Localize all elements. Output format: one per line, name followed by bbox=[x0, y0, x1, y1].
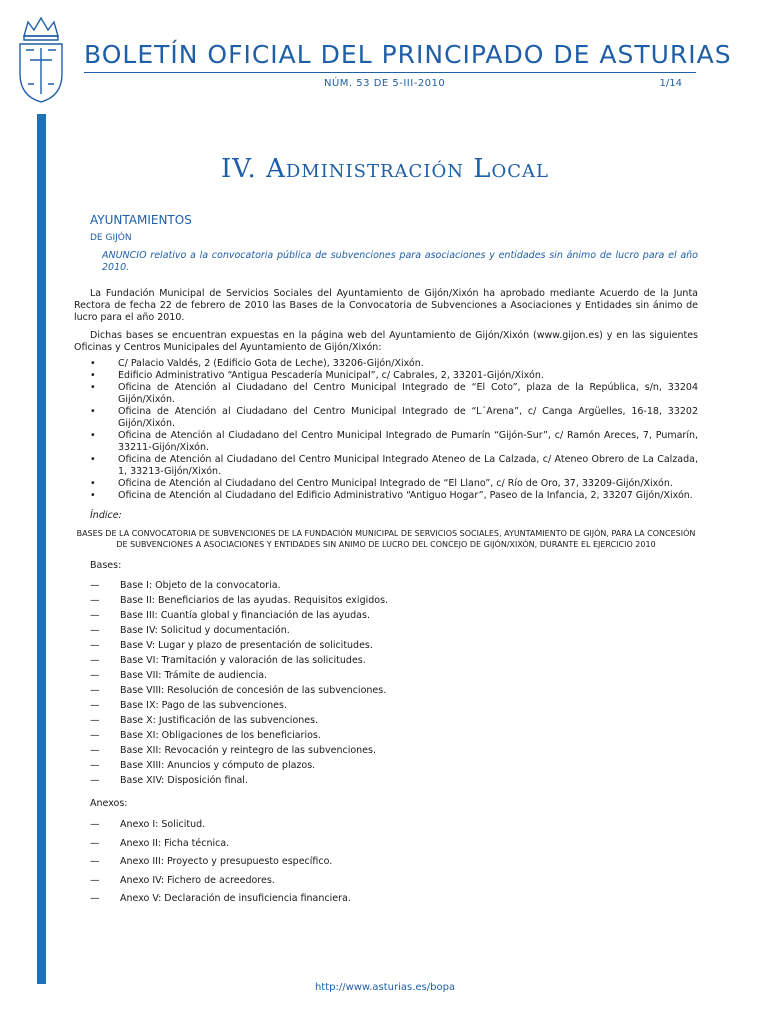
section-title: IV. Administración Local bbox=[221, 154, 549, 184]
list-item: — Anexo I: Solicitud. bbox=[90, 816, 698, 835]
list-item: — Base X: Justificación de las subvenciones. bbox=[90, 713, 698, 728]
bases-heading: BASES DE LA CONVOCATORIA DE SUBVENCIONES DE LA FUNDACIÓN MUNICIPAL DE SERVICIOS SOCIALES, AYUNTAMIENTO DE GIJÓN, PARA LA CONCESIÓN DE SUBVENCIONES A ASOCIACIONES Y ENTIDADES SIN ANIMO DE LUCRO DEL CONCEJO DE GIJÓN/XIXÓN, DURANTE EL EJERCICIO 2010 bbox=[76, 529, 696, 549]
list-item: — Base II: Beneficiarios de las ayudas. Requisitos exigidos. bbox=[90, 593, 698, 608]
offices-list bbox=[74, 358, 698, 502]
list-item: — Anexo V: Declaración de insuficiencia financiera. bbox=[90, 890, 698, 909]
bases-label: Bases: bbox=[90, 560, 122, 571]
list-item: • Oficina de Atención al Ciudadano del Centro Municipal Integrado de Pumarín “Gijón-Sur”, c/ Ramón Areces, 7, Pumarín, 33211-Gijón/Xixón. bbox=[90, 430, 698, 454]
list-item: — Base V: Lugar y plazo de presentación de solicitudes. bbox=[90, 638, 698, 653]
page-number: 1/14 bbox=[659, 78, 682, 89]
coat-of-arms-icon bbox=[16, 14, 66, 104]
list-item: — Base VI: Tramitación y valoración de las solicitudes. bbox=[90, 653, 698, 668]
list-item: • Oficina de Atención al Ciudadano del Centro Municipal Integrado Ateneo de La Calzada, c/ Ateneo Obrero de La Calzada, 1, 33213-Gijón/Xixón. bbox=[90, 454, 698, 478]
list-item: — Base IV: Solicitud y documentación. bbox=[90, 623, 698, 638]
document-body bbox=[74, 214, 698, 909]
sub-entity-heading: DE GIJÓN bbox=[90, 233, 132, 243]
list-item: — Anexo III: Proyecto y presupuesto específico. bbox=[90, 853, 698, 872]
list-item: • Oficina de Atención al Ciudadano del Edificio Administrativo “Antiguo Hogar”, Paseo de la Infancia, 2, 33207 Gijón/Xixón. bbox=[90, 490, 698, 502]
list-item: • C/ Palacio Valdés, 2 (Edificio Gota de Leche), 33206-Gijón/Xixón. bbox=[90, 358, 698, 370]
bulletin-title: BOLETÍN OFICIAL DEL PRINCIPADO DE ASTURIAS bbox=[84, 40, 732, 69]
list-item: — Base I: Objeto de la convocatoria. bbox=[90, 578, 698, 593]
list-item: — Base VII: Trámite de audiencia. bbox=[90, 668, 698, 683]
list-item: — Base XIV: Disposición final. bbox=[90, 773, 698, 788]
anexos-list bbox=[74, 816, 698, 909]
bases-list bbox=[74, 578, 698, 788]
list-item: — Base XIII: Anuncios y cómputo de plazos. bbox=[90, 758, 698, 773]
list-item: • Oficina de Atención al Ciudadano del Centro Municipal Integrado de “El Coto”, plaza de la República, s/n, 33204 Gijón/Xixón. bbox=[90, 382, 698, 406]
list-item: — Base XI: Obligaciones de los beneficiarios. bbox=[90, 728, 698, 743]
list-item: — Base XII: Revocación y reintegro de las subvenciones. bbox=[90, 743, 698, 758]
list-item: — Anexo II: Ficha técnica. bbox=[90, 835, 698, 854]
issue-number: NÚM. 53 DE 5-III-2010 bbox=[324, 78, 446, 89]
entity-heading: AYUNTAMIENTOS bbox=[90, 213, 192, 227]
index-label: Índice: bbox=[90, 510, 122, 521]
header-rule bbox=[84, 72, 696, 73]
list-item: — Base IX: Pago de las subvenciones. bbox=[90, 698, 698, 713]
paragraph: Dichas bases se encuentran expuestas en la página web del Ayuntamiento de Gijón/Xixón (www.gijon.es) y en las siguientes Oficinas y Centros Municipales del Ayuntamiento de Gijón/Xixón: bbox=[74, 330, 698, 353]
list-item: • Oficina de Atención al Ciudadano del Centro Municipal Integrado de “L´Arena”, c/ Canga Argüelles, 16-18, 33202 Gijón/Xixón. bbox=[90, 406, 698, 430]
anexos-label: Anexos: bbox=[90, 798, 128, 809]
side-bar bbox=[37, 114, 46, 984]
list-item: — Base III: Cuantía global y financiación de las ayudas. bbox=[90, 608, 698, 623]
list-item: — Base VIII: Resolución de concesión de las subvenciones. bbox=[90, 683, 698, 698]
announcement-title: ANUNCIO relativo a la convocatoria pública de subvenciones para asociaciones y entidades sin ánimo de lucro para el año 2010. bbox=[102, 250, 698, 273]
list-item: — Anexo IV: Fichero de acreedores. bbox=[90, 872, 698, 891]
paragraph: La Fundación Municipal de Servicios Sociales del Ayuntamiento de Gijón/Xixón ha aprobado mediante Acuerdo de la Junta Rectora de fecha 22 de febrero de 2010 las Bases de la Convocatoria de Subvenciones a Asociaciones y Entidades sin ánimo de lucro para el año 2010. bbox=[74, 288, 698, 323]
list-item: • Oficina de Atención al Ciudadano del Centro Municipal Integrado de “El Llano”, c/ Río de Oro, 37, 33209-Gijón/Xixón. bbox=[90, 478, 698, 490]
footer-url[interactable]: http://www.asturias.es/bopa bbox=[314, 982, 456, 993]
list-item: • Edificio Administrativo “Antigua Pescadería Municipal”, c/ Cabrales, 2, 33201-Gijón/Xixón. bbox=[90, 370, 698, 382]
